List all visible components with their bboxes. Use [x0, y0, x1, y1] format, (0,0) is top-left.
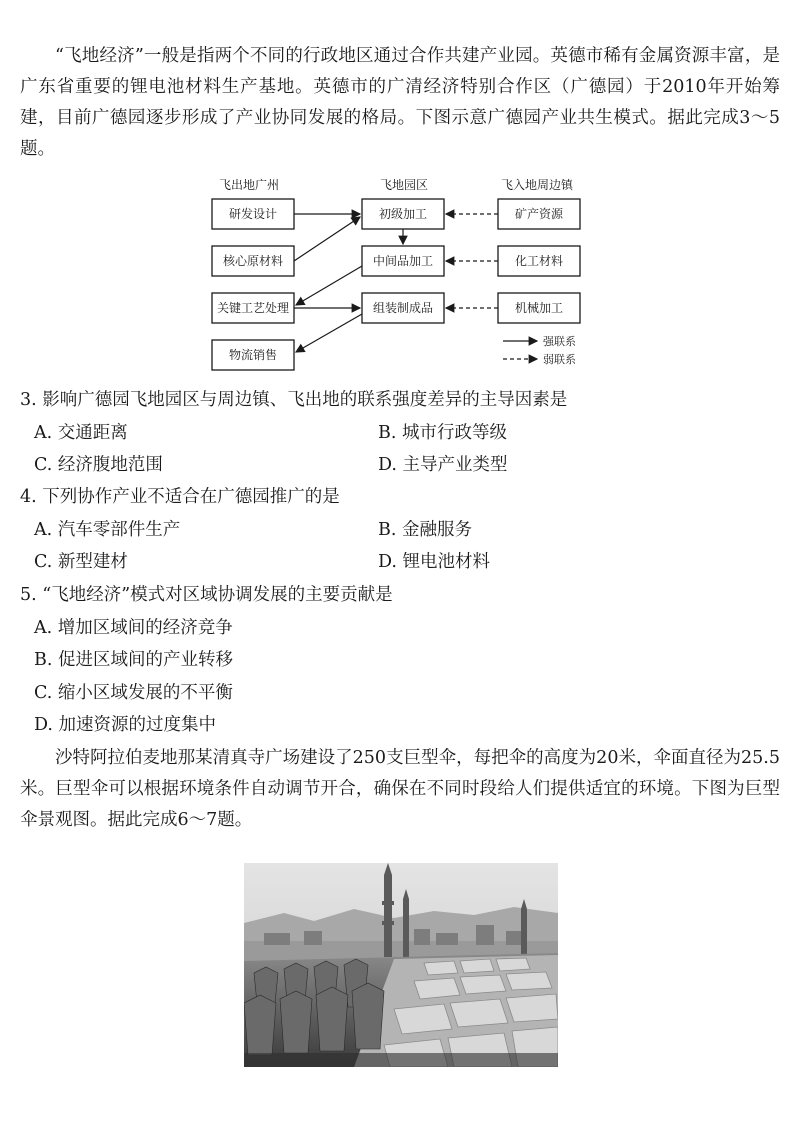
question-4-stem: 4. 下列协作产业不适合在广德园推广的是 — [20, 487, 340, 507]
industrial-symbiosis-diagram — [205, 174, 595, 374]
svg-text:机械加工: 机械加工 — [514, 301, 564, 315]
box-chemical-materials — [498, 246, 580, 276]
question-3-stem: 3. 影响广德园飞地园区与周边镇、飞出地的联系强度差异的主导因素是 — [20, 390, 568, 410]
svg-text:化工材料: 化工材料 — [514, 254, 564, 268]
box-primary-processing — [362, 199, 444, 229]
q4-option-b: B. 金融服务 — [378, 520, 472, 540]
question-5-stem: 5. “飞地经济”模式对区域协调发展的主要贡献是 — [20, 585, 393, 605]
passage-intro-6-7: 沙特阿拉伯麦地那某清真寺广场建设了250支巨型伞，每把伞的高度为20米，伞面直径为25.5米。巨型伞可以根据环境条件自动调节开合，确保在不同时段给人们提供适宜的环境。下图为巨型伞景观图。据此完成6～7题。 — [20, 748, 780, 830]
legend — [503, 334, 576, 366]
svg-text:初级加工: 初级加工 — [378, 207, 428, 221]
q3-option-b: B. 城市行政等级 — [378, 423, 507, 443]
q5-option-a: A. 增加区域间的经济竞争 — [34, 618, 233, 638]
svg-text:关键工艺处理: 关键工艺处理 — [216, 301, 290, 315]
weak-links — [446, 214, 498, 308]
giant-umbrella-photo — [244, 863, 558, 1067]
box-rnd — [212, 199, 294, 229]
q3-option-c: C. 经济腹地范围 — [34, 455, 163, 475]
svg-text:核心原材料: 核心原材料 — [222, 254, 284, 268]
box-logistics-sales — [212, 340, 294, 370]
box-mechanical-processing — [498, 293, 580, 323]
box-key-process — [212, 293, 294, 323]
svg-text:中间品加工: 中间品加工 — [372, 254, 434, 268]
header-fly-out: 飞出地广州 — [219, 178, 280, 192]
header-fly-in: 飞入地周边镇 — [501, 178, 574, 192]
q3-option-a: A. 交通距离 — [34, 423, 128, 443]
box-intermediate-processing — [362, 246, 444, 276]
legend-weak: 弱联系 — [543, 353, 576, 366]
svg-text:矿产资源: 矿产资源 — [514, 207, 564, 221]
strong-links — [294, 214, 403, 352]
svg-text:物流销售: 物流销售 — [228, 348, 278, 362]
legend-strong: 强联系 — [543, 335, 576, 348]
q4-option-c: C. 新型建材 — [34, 552, 128, 572]
box-core-materials — [212, 246, 294, 276]
q5-option-d: D. 加速资源的过度集中 — [34, 715, 217, 735]
q4-option-d: D. 锂电池材料 — [378, 552, 491, 572]
q4-option-a: A. 汽车零部件生产 — [34, 520, 181, 540]
q3-option-d: D. 主导产业类型 — [378, 455, 508, 475]
q5-option-c: C. 缩小区域发展的不平衡 — [34, 683, 233, 703]
passage-intro-3-5: “飞地经济”一般是指两个不同的行政地区通过合作共建产业园。英德市稀有金属资源丰富，是广东省重要的锂电池材料生产基地。英德市的广清经济特别合作区（广德园）于2010年开始筹建，目前广德园逐步形成了产业协同发展的格局。下图示意广德园产业共生模式。据此完成3～5题。 — [20, 46, 780, 159]
q5-option-b: B. 促进区域间的产业转移 — [34, 650, 233, 670]
box-assembly — [362, 293, 444, 323]
svg-text:组装制成品: 组装制成品 — [372, 301, 434, 315]
svg-text:研发设计: 研发设计 — [228, 207, 278, 221]
header-enclave: 飞地园区 — [380, 178, 429, 192]
box-mineral-resources — [498, 199, 580, 229]
